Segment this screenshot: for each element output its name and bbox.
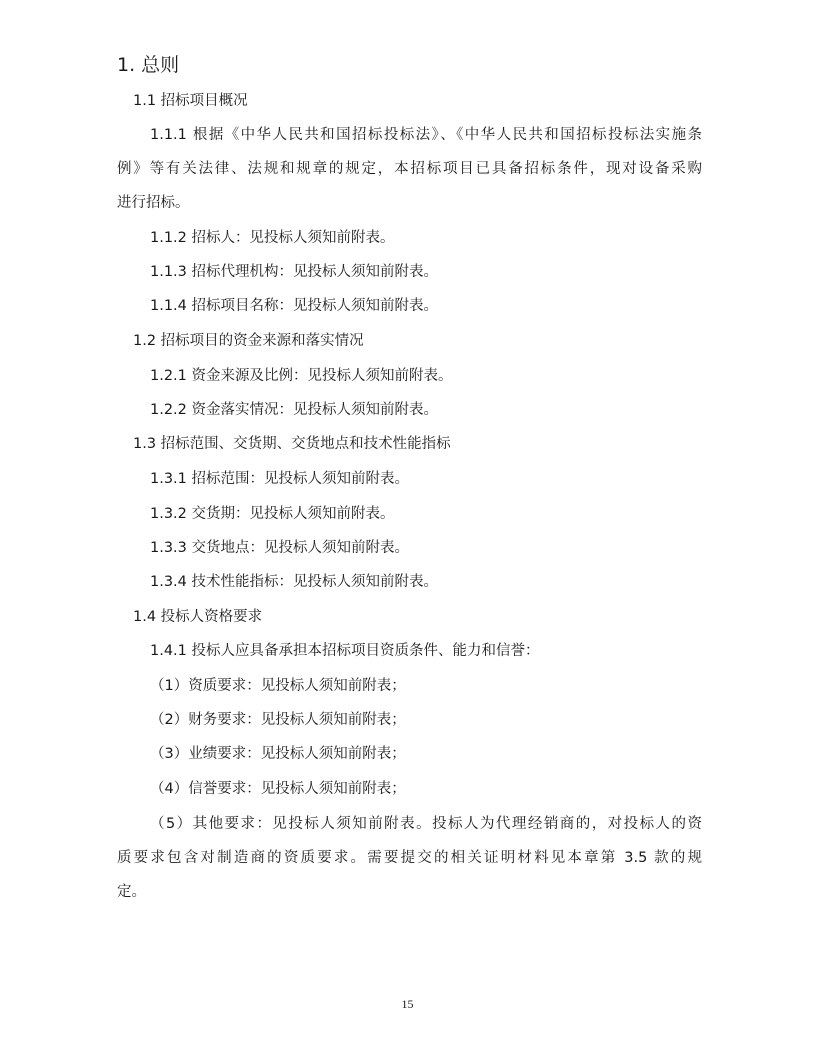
requirement-item-3: （3）业绩要求：见投标人须知前附表； [150,746,406,762]
paragraph-1-3-3: 1.3.3 交货地点：见投标人须知前附表。 [150,540,410,556]
paragraph-1-1-4: 1.1.4 招标项目名称：见投标人须知前附表。 [150,298,439,314]
requirement-item-4: （4）信誉要求：见投标人须知前附表； [150,781,406,797]
subsection-heading-1-4: 1.4 投标人资格要求 [133,609,263,625]
paragraph-1-1-3: 1.1.3 招标代理机构：见投标人须知前附表。 [150,264,439,280]
requirement-item-2: （2）财务要求：见投标人须知前附表； [150,712,406,728]
page-number: 15 [401,997,414,1011]
paragraph-1-2-1: 1.2.1 资金来源及比例：见投标人须知前附表。 [150,368,453,384]
paragraph-1-4-1: 1.4.1 投标人应具备承担本招标项目资质条件、能力和信誉： [150,643,540,659]
subsection-heading-1-2: 1.2 招标项目的资金来源和落实情况 [133,333,364,349]
subsection-heading-1-1: 1.1 招标项目概况 [133,93,248,109]
paragraph-1-3-1: 1.3.1 招标范围：见投标人须知前附表。 [150,471,410,487]
requirement-item-5-line-2: 质要求包含对制造商的资质要求。需要提交的相关证明材料见本章第 3.5 款的规 [117,850,702,866]
subsection-heading-1-3: 1.3 招标范围、交货期、交货地点和技术性能指标 [133,436,451,452]
paragraph-1-1-2: 1.1.2 招标人：见投标人须知前附表。 [150,230,395,246]
paragraph-1-3-2: 1.3.2 交货期：见投标人须知前附表。 [150,506,395,522]
requirement-item-1: （1）资质要求：见投标人须知前附表； [150,678,406,694]
paragraph-1-1-1-line-1: 1.1.1 根据《中华人民共和国招标投标法》、《中华人民共和国招标投标法实施条 [150,127,702,143]
requirement-item-5-line-3: 定。 [117,884,146,900]
paragraph-1-1-1-line-2: 例》等有关法律、法规和规章的规定，本招标项目已具备招标条件，现对设备采购 [117,161,702,177]
paragraph-1-2-2: 1.2.2 资金落实情况：见投标人须知前附表。 [150,402,439,418]
paragraph-1-3-4: 1.3.4 技术性能指标：见投标人须知前附表。 [150,574,439,590]
requirement-item-5-line-1: （5）其他要求：见投标人须知前附表。投标人为代理经销商的，对投标人的资 [150,816,702,832]
section-heading-general: 1. 总则 [117,54,180,76]
paragraph-1-1-1-line-3: 进行招标。 [117,195,190,211]
